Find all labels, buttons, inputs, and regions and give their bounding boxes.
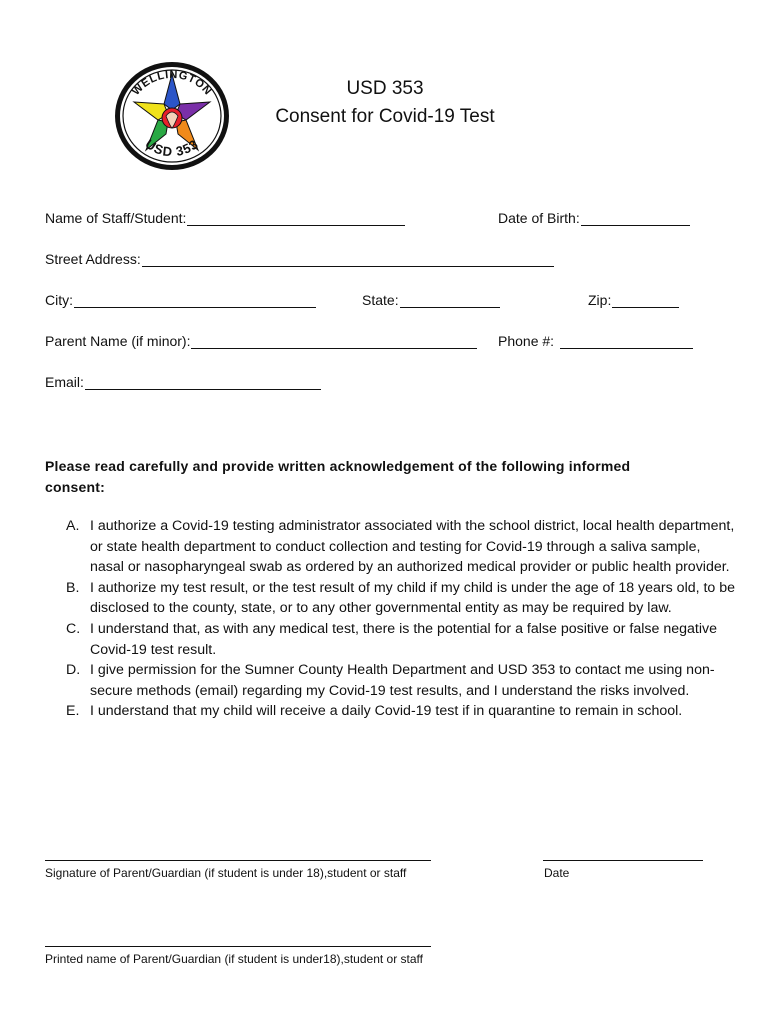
consent-item-c (66, 619, 736, 660)
phone-line[interactable] (560, 333, 693, 349)
consent-list (66, 516, 736, 722)
consent-item-d (66, 660, 736, 701)
consent-text: I understand that, as with any medical test, there is the potential for a false positive or false negative Covid-19 test result. (90, 620, 717, 658)
consent-item-b (66, 578, 736, 619)
printed-name-caption: Printed name of Parent/Guardian (if student is under18),student or staff (45, 952, 423, 966)
name-label: Name of Staff/Student: (45, 210, 187, 226)
state-line[interactable] (400, 292, 500, 308)
consent-item-e (66, 701, 736, 722)
street-label: Street Address: (45, 251, 141, 267)
logo-arc-bottom: USD 353 (142, 136, 202, 160)
name-line[interactable] (187, 210, 405, 226)
city-label: City: (45, 292, 73, 308)
street-field[interactable] (45, 251, 554, 267)
email-field[interactable] (45, 374, 321, 390)
parent-line[interactable] (191, 333, 477, 349)
consent-marker: A. (66, 518, 80, 534)
zip-line[interactable] (612, 292, 679, 308)
consent-item-a (66, 516, 736, 578)
phone-label: Phone #: (498, 333, 555, 349)
title-line-2: Consent for Covid-19 Test (275, 106, 495, 127)
consent-text: I give permission for the Sumner County Health Department and USD 353 to contact me using non-secure methods (email) regarding my Covid-19 test results, and I understand the risks involved. (90, 662, 715, 699)
date-caption: Date (544, 866, 570, 880)
printed-name-line[interactable] (45, 946, 431, 947)
parent-label: Parent Name (if minor): (45, 333, 191, 349)
dob-line[interactable] (581, 210, 690, 226)
consent-text: I authorize my test result, or the test result of my child if my child is under the age of 18 years old, to be disclosed to the county, state, or to any other governmental entity as may be required by law. (90, 579, 736, 617)
consent-intro: Please read carefully and provide written acknowledgement of the following informed consent: (45, 458, 631, 495)
consent-marker: B. (66, 579, 80, 596)
zip-label: Zip: (588, 292, 612, 308)
consent-text: I understand that my child will receive a daily Covid-19 test if in quarantine to remain in school. (90, 703, 683, 720)
state-field[interactable] (362, 292, 500, 308)
zip-field[interactable] (588, 292, 679, 308)
date-line[interactable] (543, 860, 703, 861)
signature-line[interactable] (45, 860, 431, 861)
consent-marker: E. (66, 703, 80, 720)
email-line[interactable] (85, 374, 321, 390)
dob-label: Date of Birth: (498, 210, 580, 226)
state-label: State: (362, 292, 399, 308)
consent-marker: C. (66, 620, 81, 637)
consent-marker: D. (66, 662, 81, 679)
phone-field[interactable] (498, 333, 693, 349)
city-field[interactable] (45, 292, 316, 308)
email-label: Email: (45, 374, 84, 390)
logo-arc-top: WELLINGTON (130, 68, 215, 98)
title-line-1: USD 353 (346, 78, 424, 99)
city-line[interactable] (74, 292, 316, 308)
street-line[interactable] (142, 251, 554, 267)
consent-text: I authorize a Covid-19 testing administrator associated with the school district, local health department, or state health department to conduct collection and testing for Covid-19 through a saliva sample, nasal or nasopharyngeal swab as ordered by an authorized medical provider or public health provider. (90, 518, 735, 576)
dob-field[interactable] (498, 210, 690, 226)
name-field[interactable] (45, 210, 405, 226)
signature-caption: Signature of Parent/Guardian (if student is under 18),student or staff (45, 866, 407, 880)
parent-field[interactable] (45, 333, 477, 349)
